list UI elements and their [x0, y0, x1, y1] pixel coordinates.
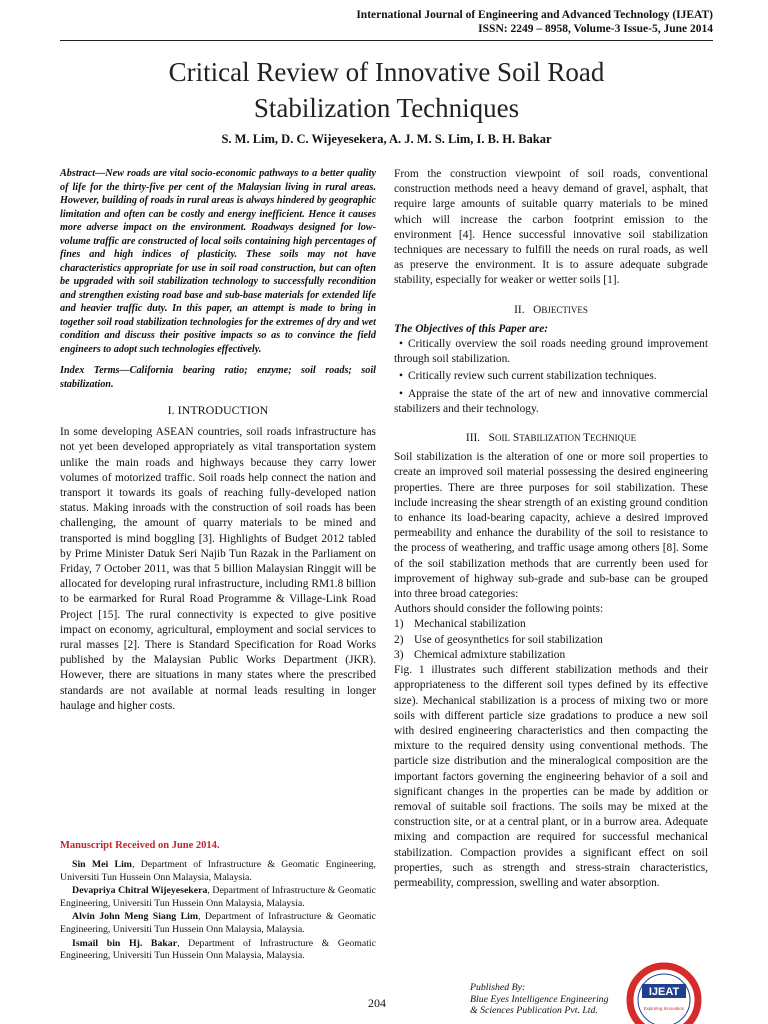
- title-line-1: Critical Review of Innovative Soil Road: [168, 57, 605, 87]
- bullet-icon: •: [399, 370, 403, 383]
- construction-viewpoint-text: From the construction viewpoint of soil roads, conventional construction methods need a heavy demand of gravel, asphalt, that require large amounts of suitable quarry materials to be mined which will increase the carbon footprint emission to the environment [4]. Hence successful innovative soil stabilization techniques are necessary to fulfill the needs on rural roads, as well as preserve the environment. It is to assure adequate subgrade stability, especially for weaker or wetter soils [1].: [394, 168, 708, 287]
- publisher-block: [470, 982, 608, 1017]
- bullet-icon: •: [399, 338, 403, 351]
- list-text: Chemical admixture stabilization: [414, 648, 566, 661]
- section-heading-objectives: II. OBJECTIVES: [514, 303, 588, 316]
- logo-text: IJEAT: [648, 986, 680, 998]
- logo-inner-ring: [638, 974, 690, 1024]
- list-text: Mechanical stabilization: [414, 618, 526, 631]
- ijeat-logo: [620, 960, 708, 1024]
- affiliation: [60, 859, 376, 884]
- affiliation-name: Ismail bin Hj. Bakar: [72, 937, 178, 949]
- journal-header: [356, 8, 713, 36]
- affiliation: [60, 885, 376, 910]
- header-rule: [60, 40, 713, 41]
- points-intro: Authors should consider the following points:: [394, 603, 604, 616]
- bullet-icon: •: [399, 387, 403, 400]
- affiliation-text: , Department of Infrastructure & Geomatic Engineering, Universiti Tun Hussein Onn Malaysia, Malaysia.: [60, 911, 376, 935]
- objective-item: [394, 337, 708, 367]
- paper-title: [60, 54, 713, 126]
- introduction-text: In some developing ASEAN countries, soil roads infrastructure has not yet been developed appropriately as vital transportation system unlike the main roads and highways because they carry lower volumes of motorized traffic. Soil roads help connect the nation and transport it towards its goals of reaching fully-developed nation status. Making inroads with the construction of soil roads has been challenging, the amount of quarry materials to be mined and transported is mind boggling [3]. Highlights of Budget 2012 tabled by Prime Minister Datuk Seri Najib Tun Razak in the Parliament on Friday, 7 October 2011, was that 5 billion Malaysian Ringgit will be allocated for developing rural infrastructure, including RM1.8 billion to be earmarked for Rural Road Programme & Village-Link Road Project [15]. The rural connectivity is expected to give positive impact on economy, agricultural, employment and social services to rural masses [2]. There is Standard Specification for Road Works published by the Malaysian Public Works Department (JKR). However, there are situations in many states where the prescribed standards are not available at normal leads resulting in longer haulage and higher costs.: [60, 426, 376, 712]
- objective-text: Appraise the state of the art of new and innovative commercial stabilizers and their technology.: [394, 387, 708, 415]
- list-number: 3): [394, 648, 404, 661]
- page-number: 204: [368, 996, 386, 1010]
- right-column: [394, 167, 708, 891]
- mechanical-stabilization-paragraph: Fig. 1 illustrates such different stabilization methods and their appropriateness to the different soil types defined by its effective size). Mechanical stabilization is a process of mixing two or more soils with different particle size gradations to produce a new soil with desired engineering characteristics and then compacting the mixture to the required density using conventional methods. The particle size distribution and the mineralogical composition are the important factors governing the engineering behavior of a soil and significant changes in the properties can be made by addition or removal of suitable soil fractions. The soils may be mixed at the construction site, or at a central plant, or in a burrow area. Adequate mixing and compaction are required for successful mechanical stabilization. Compaction provides a significant effect on soil properties, such as strength and stress-strain characteristics, permeability, compression, swelling and water absorption.: [394, 664, 708, 889]
- list-number: 2): [394, 633, 404, 646]
- affiliation: [60, 911, 376, 936]
- index-terms: Index Terms—California bearing ratio; enzyme; soil roads; soil stabilization.: [60, 365, 376, 390]
- manuscript-notes: [60, 840, 376, 964]
- published-by-label: Published By:: [470, 982, 526, 993]
- affiliation-name: Sin Mei Lim: [72, 859, 132, 870]
- stabilization-list: [394, 617, 708, 663]
- journal-name: International Journal of Engineering and Advanced Technology (IJEAT): [356, 9, 713, 21]
- list-number: 1): [394, 618, 404, 631]
- soil-stabilization-paragraph: Soil stabilization is the alteration of one or more soil properties to create an improved soil material possessing the desired engineering properties. There are three purposes for soil stabilization. These include increasing the shear strength of an existing ground condition to enhance its load-bearing capacity, achieve a desired improved permeability and enhance the durability of the soil to resistance to the process of weathering, and traffic usage among others [8]. Some of the soil stabilization methods that are currently been used for improvement of highway sub-grade and sub-base can be grouped into three broad categories:: [394, 451, 708, 601]
- section-heading-introduction: I. INTRODUCTION: [167, 403, 269, 417]
- affiliation-name: Devapriya Chitral Wijeyesekera: [72, 885, 208, 897]
- journal-issn: ISSN: 2249 – 8958, Volume-3 Issue-5, June 2014: [478, 23, 713, 35]
- list-item: [394, 648, 708, 663]
- publisher-name-line-2: & Sciences Publication Pvt. Ltd.: [470, 1005, 598, 1017]
- left-column: [60, 167, 376, 714]
- affiliation: [60, 938, 376, 963]
- objective-item: [394, 369, 708, 384]
- affiliation-text: , Department of Infrastructure & Geomatic Engineering, Universiti Tun Hussein Onn Malaysia, Malaysia.: [60, 885, 376, 909]
- publisher-name-line-1: Blue Eyes Intelligence Engineering: [470, 993, 609, 1005]
- list-text: Use of geosynthetics for soil stabilization: [414, 633, 603, 646]
- affiliation-text: , Department of Infrastructure & Geomatic Engineering, Universiti Tun Hussein Onn Malaysia, Malaysia.: [60, 937, 376, 962]
- abstract: Abstract—New roads are vital socio-economic pathways to a better quality of life for the thirty-five per cent of the Malaysian living in rural areas. However, building of roads in rural areas is always hindered by geographic limitation and often can be costly and energy inefficient. Hence it causes more adverse impact on the environment. Roadways designed for low-volume traffic are constructed of local soils containing high percentages of fines and high indices of plasticity. These soils may not have characteristics appropriate for use in soil road construction, but can often be upgraded with soil stabilization technology to successfully recondition and strengthen existing road base and sub-base materials for extended life and heavier traffic duty. In this paper, an attempt is made to bring in together soil road stabilization technologies for the extremes of dry and wet condition and discuss their positive impacts so as to convince the field engineers to adopt such technologies effectively.: [60, 168, 376, 355]
- objective-text: Critically review such current stabilization techniques.: [408, 370, 657, 383]
- objectives-subheading: The Objectives of this Paper are:: [394, 322, 549, 335]
- objective-item: [394, 387, 708, 417]
- section-heading-soil-stabilization: III. SOIL STABILIZATION TECHNIQUE: [465, 432, 637, 445]
- affiliation-name: Alvin John Meng Siang Lim: [72, 911, 199, 923]
- title-line-2: Stabilization Techniques: [253, 93, 520, 123]
- affiliation-text: , Department of Infrastructure & Geomatic Engineering, Universiti Tun Hussein Onn Malaysia, Malaysia.: [60, 859, 376, 883]
- logo-ring-text: Exploring Innovation: [643, 1006, 685, 1011]
- list-item: [394, 633, 708, 648]
- list-item: [394, 617, 708, 632]
- author-list: S. M. Lim, D. C. Wijeyesekera, A. J. M. S. Lim, I. B. H. Bakar: [221, 132, 552, 146]
- objective-text: Critically overview the soil roads needing ground improvement through soil stabilization.: [394, 338, 708, 366]
- manuscript-received: Manuscript Received on June 2014.: [60, 840, 220, 851]
